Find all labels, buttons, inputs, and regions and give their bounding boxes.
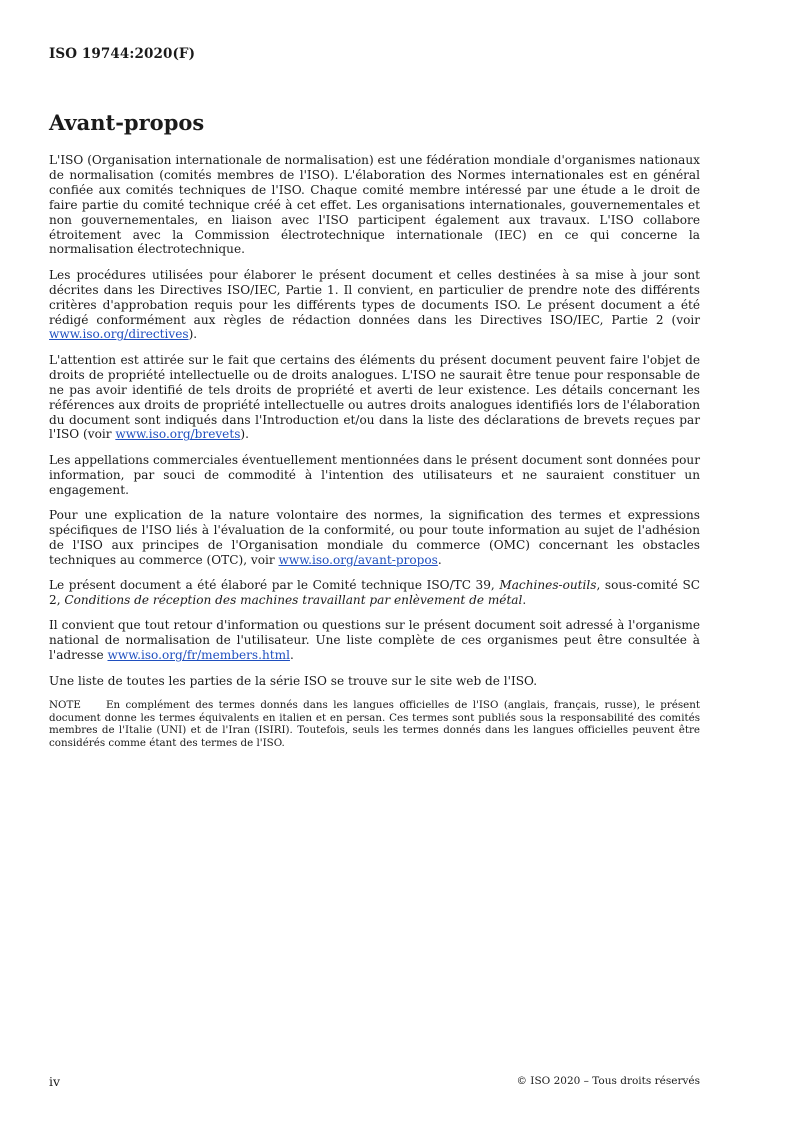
note-label: NOTE: [49, 699, 81, 712]
directives-link[interactable]: www.iso.org/directives: [49, 327, 189, 342]
foreword-body: [49, 153, 700, 760]
copyright-notice: © ISO 2020 – Tous droits réservés: [516, 1075, 700, 1087]
note-text: En complément des termes donnés dans les langues officielles de l'ISO (anglais, français, russe), le présent document donne les termes équivalents en italien et en persan. Ces termes sont publiés sous la responsabilité des comités membres de l'Italie (UNI) et de l'Iran (ISIRI). Toutefois, seuls les termes donnés dans les langues officielles peuvent être considérés comme étant des termes de l'ISO.: [49, 699, 700, 749]
paragraph-procedures: Les procédures utilisées pour élaborer le présent document et celles destinées à sa mise à jour sont décrites dans les Directives ISO/IEC, Partie 1. Il convient, en particulier de prendre note des différents critères d'approbation requis pour les différents types de documents ISO. Le présent document a été rédigé conformément aux règles de rédaction données dans les Directives ISO/IEC, Partie 2 (voir www.iso.org/directives).: [49, 267, 700, 342]
paragraph-patent-rights: L'attention est attirée sur le fait que certains des éléments du présent document peuvent faire l'objet de droits de propriété intellectuelle ou de droits analogues. L'ISO ne saurait être tenue pour responsable de ne pas avoir identifié de tels droits de propriété et averti de leur existence. Les détails concernant les références aux droits de propriété intellectuelle ou autres droits analogues identifiés lors de l'élaboration du document sont indiqués dans l'Introduction et/ou dans la liste des déclarations de brevets reçues par l'ISO (voir www.iso.org/brevets).: [49, 352, 700, 442]
patents-link[interactable]: www.iso.org/brevets: [115, 427, 241, 442]
page-number: iv: [49, 1074, 61, 1089]
paragraph-iso-organisation: L'ISO (Organisation internationale de normalisation) est une fédération mondiale d'organismes nationaux de normalisation (comités membres de l'ISO). L'élaboration des Normes internationales est en général confiée aux comités techniques de l'ISO. Chaque comité membre intéressé par une étude a le droit de faire partie du comité technique créé à cet effet. Les organisations internationales, gouvernementales et non gouvernementales, en liaison avec l'ISO participent également aux travaux. L'ISO collabore étroitement avec la Commission électrotechnique internationale (IEC) en ce qui concerne la normalisation électrotechnique.: [49, 153, 700, 257]
paragraph-committee: Le présent document a été élaboré par le Comité technique ISO/TC 39, Machines-outils, sous-comité SC 2, Conditions de réception des machines travaillant par enlèvement de métal.: [49, 578, 700, 608]
paragraph-feedback: Il convient que tout retour d'information ou questions sur le présent document soit adressé à l'organisme national de normalisation de l'utilisateur. Une liste complète de ces organismes peut être consultée à l'adresse www.iso.org/fr/members.html.: [49, 618, 700, 663]
subcommittee-title: Conditions de réception des machines travaillant par enlèvement de métal: [64, 593, 523, 608]
paragraph-series-parts: Une liste de toutes les parties de la série ISO se trouve sur le site web de l'ISO.: [49, 673, 538, 688]
paragraph-voluntary-nature: Pour une explication de la nature volontaire des normes, la signification des termes et expressions spécifiques de l'ISO liés à l'évaluation de la conformité, ou pour toute information au sujet de l'adhésion de l'ISO aux principes de l'Organisation mondiale du commerce (OMC) concernant les obstacles techniques au commerce (OTC), voir www.iso.org/avant-propos.: [49, 508, 700, 567]
members-link[interactable]: www.iso.org/fr/members.html: [107, 648, 290, 663]
document-identifier: ISO 19744:2020(F): [49, 46, 196, 62]
note: [49, 699, 700, 749]
page-title: Avant-propos: [49, 110, 205, 135]
committee-title: Machines-outils: [499, 578, 597, 593]
paragraph-trade-names: Les appellations commerciales éventuellement mentionnées dans le présent document sont données pour information, par souci de commodité à l'intention des utilisateurs et ne sauraient constituer un engagement.: [49, 452, 700, 497]
foreword-link[interactable]: www.iso.org/avant-propos: [278, 552, 438, 567]
